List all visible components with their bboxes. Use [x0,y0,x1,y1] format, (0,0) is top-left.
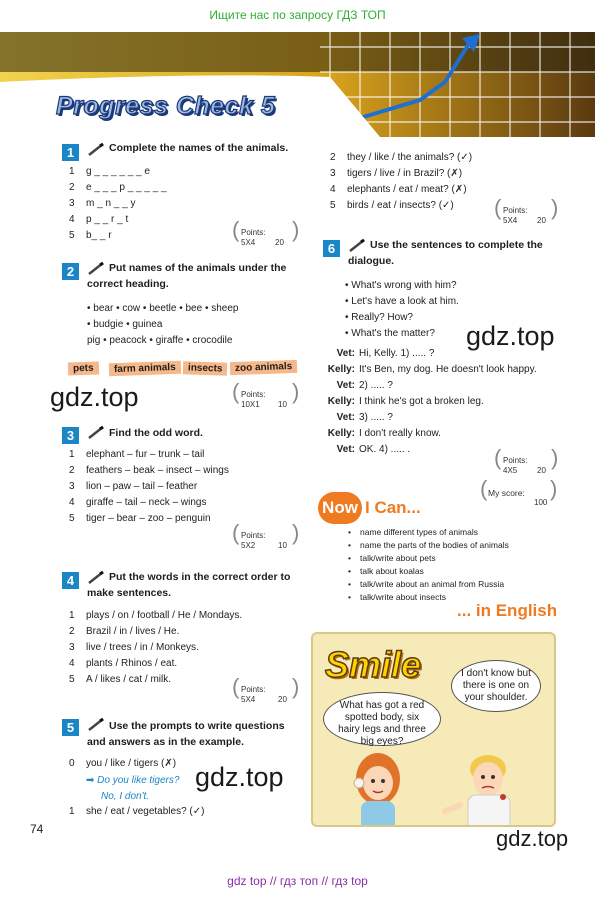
pen-icon [87,425,105,439]
pen-icon [87,570,105,584]
exercise-2-words-line: pig • peacock • giraffe • crocodile [87,335,233,346]
bottom-link[interactable]: гдз топ [279,874,319,888]
exercise-1-list [69,164,167,244]
exercise-6-options [345,278,459,342]
list-item: 3 live / trees / in / Monkeys. [69,642,199,653]
list-item: 4 elephants / eat / meat? (✗) [330,184,467,195]
exercise-1-points: ( Points: 5X4 20 ) [232,217,300,247]
exercise-5-number: 5 [62,719,79,736]
i-can-heading: I Can... [365,498,421,517]
smile-joke-box [311,632,556,827]
i-can-list [348,526,509,604]
exercise-2-points: ( Points: 10X1 10 ) [232,379,300,409]
list-item: 1 she / eat / vegetables? (✓) [69,806,205,817]
bottom-links [0,874,595,888]
exercise-3-points: ( Points: 5X2 10 ) [232,520,300,550]
exercise-3-number: 3 [62,427,79,444]
smile-logo: Smile [325,644,422,685]
exercise-5-list-continued [330,150,472,214]
exercise-1-number: 1 [62,144,79,161]
dialogue-line: Vet: 3) ..... ? [336,412,393,423]
exercise-4-instruction-2: make sentences. [87,587,172,599]
exercise-5-instruction: Use the prompts to write questions [109,720,285,732]
list-item: 3 tigers / live / in Brazil? (✗) [330,168,463,179]
list-item: 5 birds / eat / insects? (✓) [330,200,454,211]
now-badge: Now [318,492,362,524]
exercise-5-points: ( Points: 5X4 20 ) [494,195,559,225]
dialogue-line: Vet: 2) ..... ? [336,380,393,391]
list-item: 2 e _ _ _ p _ _ _ _ _ [69,182,167,193]
exercise-2-number: 2 [62,263,79,280]
list-item: 4 giraffe – tail – neck – wings [69,497,207,508]
speech-bubble-right: I don't know but there is one on your shoulder. [451,660,541,712]
speech-bubble-left: What has got a red spotted body, six hairy legs and three big eyes? [323,692,441,746]
exercise-4-list [69,608,242,688]
pen-icon [87,142,105,156]
children-illustration [333,739,548,827]
list-item: 5 A / likes / cat / milk. [69,674,172,685]
exercise-6-number: 6 [323,240,340,257]
separator: // [269,874,277,888]
list-item: 1 elephant – fur – trunk – tail [69,449,205,460]
watermark: gdz.top [50,382,139,412]
list-item: • Really? How? [345,312,413,323]
tag-insects: insects [183,361,228,376]
exercise-5-instruction-2: and answers as in the example. [87,736,244,748]
list-item: 4 plants / Rhinos / eat. [69,658,178,669]
pen-icon [348,238,366,252]
list-item: • name different types of animals [348,526,509,539]
list-item: • Let's have a look at him. [345,296,459,307]
list-item: 5 b_ _ r [69,230,112,241]
bottom-link[interactable]: гдз top [331,874,368,888]
my-score: ( My score: 100 ) [480,476,558,507]
exercise-6-points: ( Points: 4X5 20 ) [494,445,559,475]
tag-pets: pets [68,361,99,375]
dialogue-line: Kelly: It's Ben, my dog. He doesn't look happy. [327,364,537,375]
in-english-label: ... in English [457,601,558,620]
pen-icon [87,261,105,275]
pen-icon [87,717,105,731]
list-item: 1 g _ _ _ _ _ _ e [69,166,150,177]
list-item: 4 p _ _ r _ t [69,214,129,225]
dialogue-line: Vet: OK. 4) ..... . [336,444,411,455]
exercise-2-instruction: Put names of the animals under the [109,262,287,274]
exercise-4-points: ( Points: 5X4 20 ) [232,674,300,704]
top-search-link[interactable]: Ищите нас по запросу ГДЗ ТОП [209,8,386,22]
exercise-1-instruction: Complete the names of the animals. [109,142,289,154]
dialogue-line: Kelly: I think he's got a broken leg. [327,396,484,407]
exercise-2-words-line: • bear • cow • beetle • bee • sheep [87,303,239,314]
tag-farm-animals: farm animals [109,361,181,376]
exercise-6-instruction-2: dialogue. [348,255,395,267]
list-item: • talk/write about pets [348,552,509,565]
list-item: • What's wrong with him? [345,280,457,291]
list-item: 5 tiger – bear – zoo – penguin [69,513,211,524]
exercise-4-instruction: Put the words in the correct order to [109,571,291,583]
exercise-4-number: 4 [62,572,79,589]
tag-zoo-animals: zoo animals [230,360,298,375]
list-item: 2 they / like / the animals? (✓) [330,152,473,163]
list-item: • talk/write about an animal from Russia [348,578,509,591]
exercise-3-list [69,447,229,527]
list-item: • What's the matter? [345,328,435,339]
list-item: 1 plays / on / football / He / Mondays. [69,610,243,621]
page-title: Progress Check 5 [56,92,276,120]
list-item: 2 Brazil / in / lives / He. [69,626,180,637]
exercise-6-dialogue [303,346,537,458]
exercise-5-example-answer: No, I don't. [101,791,150,802]
exercise-2-words-line: • budgie • guinea [87,319,163,330]
exercise-3-instruction: Find the odd word. [109,427,203,439]
list-item: 3 lion – paw – tail – feather [69,481,198,492]
dialogue-line: Vet: Hi, Kelly. 1) ..... ? [336,348,435,359]
page-number: 74 [30,822,44,836]
list-item: • talk about koalas [348,565,509,578]
exercise-5-example-prompt: 0 you / like / tigers (✗) [69,758,177,769]
list-item: 2 feathers – beak – insect – wings [69,465,229,476]
watermark: gdz.top [195,762,284,792]
list-item: • name the parts of the bodies of animals [348,539,509,552]
exercise-6-instruction: Use the sentences to complete the [370,239,543,251]
exercise-5-example-question: ➡ Do you like tigers? [86,775,180,786]
list-item: 3 m _ n _ _ y [69,198,136,209]
watermark: gdz.top [496,826,569,851]
exercise-2-instruction-2: correct heading. [87,278,169,290]
separator: // [321,874,329,888]
watermark: gdz.top [466,321,555,351]
header-banner [0,32,595,137]
dialogue-line: Kelly: I don't really know. [327,428,441,439]
bottom-link[interactable]: gdz top [227,874,267,888]
list-item: • talk/write about insects [348,591,509,604]
